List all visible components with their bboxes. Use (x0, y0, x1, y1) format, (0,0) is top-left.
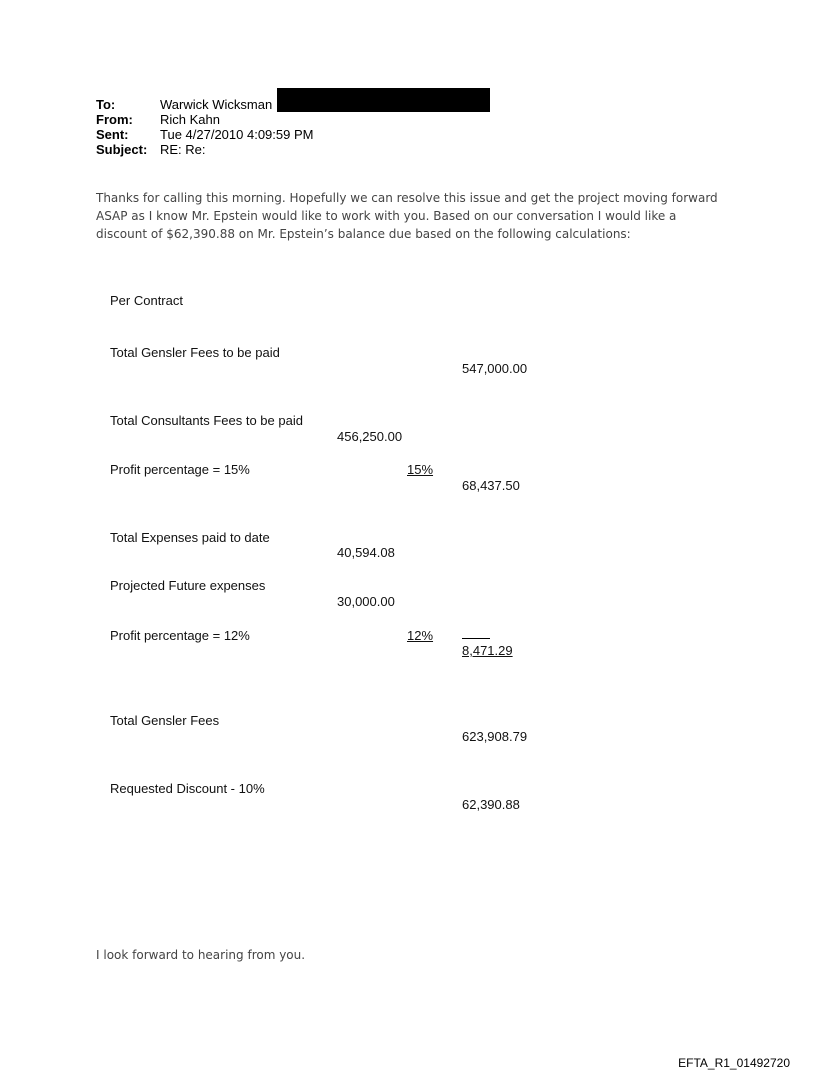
expenses-label: Total Expenses paid to date (110, 530, 270, 545)
profit-12-label: Profit percentage = 12% (110, 628, 250, 643)
gensler-fees-label: Total Gensler Fees to be paid (110, 345, 280, 360)
to-label: To: (96, 97, 116, 112)
body-line: ASAP as I know Mr. Epstein would like to work with you. Based on our conversation I would like a (96, 209, 677, 223)
closing-line: I look forward to hearing from you. (96, 948, 306, 962)
discount-value: 62,390.88 (462, 797, 520, 812)
profit-15-label: Profit percentage = 15% (110, 462, 250, 477)
profit-12-rate: 12% (407, 628, 434, 643)
body-paragraph (96, 189, 736, 243)
body-line: discount of $62,390.88 on Mr. Epstein’s balance due based on the following calculations: (96, 227, 631, 241)
per-contract-label: Per Contract (110, 293, 183, 308)
sum-rule (462, 638, 490, 639)
consultants-fees-label: Total Consultants Fees to be paid (110, 413, 303, 428)
sent-value: Tue 4/27/2010 4:09:59 PM (160, 127, 314, 142)
future-expenses-value: 30,000.00 (337, 594, 395, 609)
from-value: Rich Kahn (160, 112, 220, 127)
from-label: From: (96, 112, 133, 127)
consultants-fees-value: 456,250.00 (337, 429, 403, 444)
future-expenses-label: Projected Future expenses (110, 578, 266, 593)
body-line: Thanks for calling this morning. Hopefully we can resolve this issue and get the project moving forward (96, 191, 718, 205)
subject-label: Subject: (96, 142, 148, 157)
discount-label: Requested Discount - 10% (110, 781, 265, 796)
profit-12-value: 8,471.29 (462, 643, 513, 658)
gensler-fees-value: 547,000.00 (462, 361, 528, 376)
document-id: EFTA_R1_01492720 (678, 1056, 790, 1070)
subject-value: RE: Re: (160, 142, 206, 157)
total-fees-value: 623,908.79 (462, 729, 528, 744)
expenses-value: 40,594.08 (337, 545, 395, 560)
redaction-block (277, 88, 490, 112)
profit-15-value: 68,437.50 (462, 478, 520, 493)
total-fees-label: Total Gensler Fees (110, 713, 220, 728)
sent-label: Sent: (96, 127, 129, 142)
profit-15-rate: 15% (407, 462, 434, 477)
to-value: Warwick Wicksman (160, 97, 273, 112)
